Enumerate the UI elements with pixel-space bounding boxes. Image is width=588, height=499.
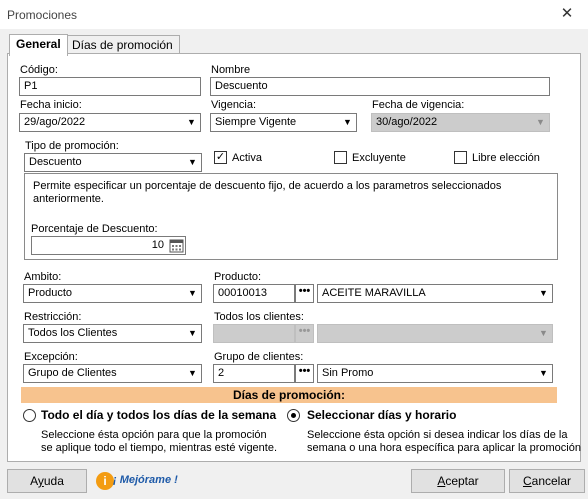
dropdown-arrow-icon[interactable]: ▼ [539,288,548,298]
excluyente-checkbox[interactable] [334,151,347,164]
fecha-vigencia-label: Fecha de vigencia: [372,99,465,111]
vigencia-select[interactable] [210,113,357,132]
fecha-vigencia-value: 30/ago/2022 [376,116,438,128]
cancelar-label-ul: C [522,474,532,488]
grupo-clientes-name-value: Sin Promo [322,367,374,379]
ayuda-label-1: A [30,474,38,488]
mejorame-link[interactable] [96,472,186,490]
ambito-select[interactable] [23,284,202,303]
dropdown-arrow-icon[interactable]: ▼ [187,117,196,127]
dropdown-arrow-icon[interactable]: ▼ [188,328,197,338]
excluyente-label: Excluyente [352,152,406,164]
todos-clientes-label: Todos los clientes: [214,311,304,323]
restriccion-select[interactable] [23,324,202,343]
dropdown-arrow-icon[interactable]: ▼ [188,288,197,298]
porcentaje-input[interactable]: 10 [31,236,186,255]
activa-checkbox[interactable]: ✓ [215,151,226,163]
todos-clientes-browse-button: ••• [295,324,314,343]
cancelar-button[interactable] [509,469,585,493]
restriccion-value: Todos los Clientes [28,327,118,339]
tab-general[interactable]: General [9,34,68,56]
seleccionar-dias-desc-1: Seleccione ésta opción si desea indicar los días de la [307,429,568,441]
dropdown-arrow-icon: ▼ [539,328,548,338]
aceptar-label: ceptar [445,474,479,488]
porcentaje-label: Porcentaje de Descuento: [31,223,158,235]
todo-el-dia-radio[interactable] [23,409,36,422]
todo-el-dia-label: Todo el día y todos los días de la semana [41,408,277,422]
codigo-input[interactable]: P1 [19,77,201,96]
tipo-promocion-label: Tipo de promoción: [25,140,119,152]
producto-label: Producto: [214,271,262,283]
dropdown-arrow-icon[interactable]: ▼ [343,117,352,127]
producto-browse-button[interactable]: ••• [295,284,314,303]
producto-name-select[interactable] [317,284,553,303]
excepcion-value: Grupo de Clientes [28,367,117,379]
cancelar-label: ancelar [531,474,572,488]
fecha-inicio-picker[interactable] [19,113,201,132]
aceptar-label-ul: A [437,474,446,488]
dropdown-arrow-icon[interactable]: ▼ [188,368,197,378]
fecha-vigencia-picker [371,113,550,132]
ayuda-label-2: uda [43,474,64,488]
dias-promocion-banner: Días de promoción: [21,387,557,403]
window-title: Promociones [7,8,78,22]
ambito-label: Ambito: [24,271,62,283]
excepcion-select[interactable] [23,364,202,383]
seleccionar-dias-desc-2: semana o una hora específica para aplicar la promoción [307,442,581,454]
libre-eleccion-checkbox[interactable] [454,151,467,164]
codigo-label: Código: [20,64,58,76]
dropdown-arrow-icon[interactable]: ▼ [539,368,548,378]
grupo-clientes-label: Grupo de clientes: [214,351,304,363]
grupo-clientes-browse-button[interactable]: ••• [295,364,314,383]
libre-eleccion-label: Libre elección [472,152,540,164]
calendar-icon[interactable] [169,238,184,253]
vigencia-value: Siempre Vigente [215,116,297,128]
tab-dias-promocion[interactable]: Días de promoción [65,35,180,55]
title-bar [0,0,588,30]
vigencia-label: Vigencia: [211,99,257,111]
todo-el-dia-desc-1: Seleccione ésta opción para que la promoción [41,429,267,441]
grupo-clientes-name-select[interactable] [317,364,553,383]
nombre-input[interactable]: Descuento [210,77,550,96]
close-icon[interactable]: ✕ [560,5,574,22]
dropdown-arrow-icon[interactable]: ▼ [188,157,197,167]
lightbulb-icon: i [96,472,114,490]
producto-code-input[interactable]: 00010013 [213,284,295,303]
mejorame-label: ¡ Mejórame ! [113,474,178,486]
descripcion-text: Permite especificar un porcentaje de descuento fijo, de acuerdo a los parametros seleccionados anteriormente. [33,180,502,205]
ayuda-label-ul: y [37,474,44,488]
seleccionar-dias-label: Seleccionar días y horario [307,408,457,422]
dropdown-arrow-icon: ▼ [536,117,545,127]
fecha-inicio-value: 29/ago/2022 [24,116,86,128]
todos-clientes-code-input [213,324,295,343]
excepcion-label: Excepción: [24,351,78,363]
producto-name-value: ACEITE MARAVILLA [322,287,426,299]
seleccionar-dias-radio[interactable] [287,409,300,422]
fecha-inicio-label: Fecha inicio: [20,99,82,111]
aceptar-button[interactable] [411,469,505,493]
todo-el-dia-desc-2: se aplique todo el tiempo, mientras esté vigente. [41,442,278,454]
nombre-label: Nombre [211,64,251,76]
tipo-promocion-select[interactable] [24,153,202,172]
activa-label: Activa [232,152,262,164]
todos-clientes-name-select [317,324,553,343]
grupo-clientes-code-input[interactable]: 2 [213,364,295,383]
ayuda-button[interactable] [7,469,87,493]
tipo-promocion-value: Descuento [29,156,82,168]
restriccion-label: Restricción: [24,311,82,323]
ambito-value: Producto [28,287,73,299]
